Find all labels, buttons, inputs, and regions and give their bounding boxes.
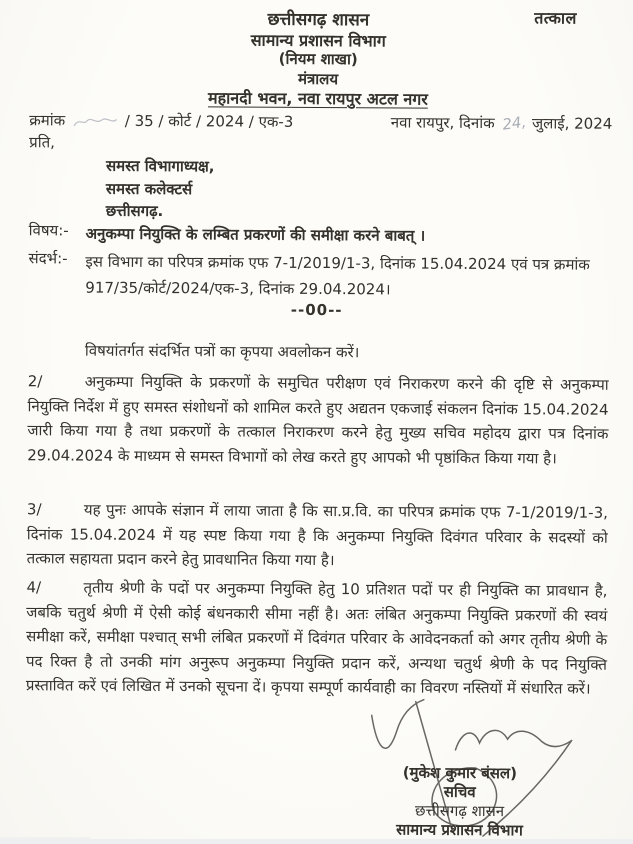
paragraph-text: तृतीय श्रेणी के पदों पर अनुकम्पा नियुक्ति हेतु 10 प्रतिशत पदों पर ही नियुक्ति का प्रावधान है, जबकि चतुर्थ श्रेणी में ऐसी कोई बंधनकारी सीमा नहीं है। अतः लंबित अनुकम्पा नियुक्ति प्रकरणों की स्वयं समीक्षा करें, समीक्षा पश्चात् सभी लंबित प्रकरणों में दिवंगत परिवार के आवेदनकर्ता को अगर तृतीय श्रेणी के पद रिक्त है तो उनकी मांग अनुरूप अनुकम्पा नियुक्ति प्रदान करें, अन्यथा चतुर्थ श्रेणी के पद नियुक्ति प्रस्तावित करें एवं लिखित में उनको सूचना दें। कृपया सम्पूर्ण कार्यवाही का विवरण नस्तियों में संधारित करें। [25,578,608,699]
handwritten-serial-mark [72,114,118,128]
ministry-name: मंत्रालय [298,69,339,88]
signature-block [337,763,582,840]
intro-paragraph: विषयांतर्गत संदर्भित पत्रों का कृपया अवलोकन करें। [84,341,360,362]
handwritten-day: 24, [501,112,528,134]
letterhead [1,9,633,110]
scan-edge-artifact [0,839,633,844]
paragraph-number: 2/ [27,372,43,391]
reference-row [28,248,611,304]
paragraph-text: यह पुनः आपके संज्ञान में लाया जाता है कि सा.प्र.वि. का परिपत्र क्रमांक एफ 7-1/2019/1-3, दिनांक 15.04.2024 में यह स्पष्ट किया गया है कि अनुकम्पा नियुक्ति दिवंगत परिवार के सदस्यों को तत्काल सहायता प्रदान करने हेतु प्रावधानित किया गया है। [26,500,608,570]
branch-name: (नियम शाखा) [278,49,358,69]
body-paragraph-4 [26,575,608,702]
reference-text: इस विभाग का परिपत्र क्रमांक एफ 7-1/2019/1-3, दिनांक 15.04.2024 एवं पत्र क्रमांक 917/35/कोर्ट/2024/एक-3, दिनांक 29.04.2024। [85,252,590,299]
paragraph-number: 3/ [26,500,42,519]
subject-text: अनुकम्पा नियुक्ति के लम्बित प्रकरणों की समीक्षा करने बाबत् । [85,224,426,245]
addressee-line: छत्तीसगढ़. [105,201,164,221]
addressee-line: समस्त विभागाध्यक्ष, [105,156,215,176]
addressee-salutation: प्रति, [29,133,55,152]
signatory-org: छत्तीसगढ़ शासन [414,801,505,821]
reference-label: संदर्भ:- [28,249,68,268]
address-line: महानदी भवन, नवा रायपुर अटल नगर [208,88,428,109]
urgency-label: तत्काल [534,8,578,28]
subject-row [29,220,612,250]
body-paragraph-3 [27,497,608,574]
subject-label: विषय:- [28,221,69,240]
addressee-block [106,155,215,223]
signatory-name: (मुकेश कुमार बंसल) [402,763,518,783]
reference-number-line [29,110,612,134]
paragraph-number: 4/ [26,578,42,597]
section-divider: --00-- [290,300,343,320]
department-name: सामान्य प्रशासन विभाग [250,30,386,50]
signatory-designation: सचिव [443,782,476,801]
paragraph-text: अनुकम्पा नियुक्ति के प्रकरणों के समुचित परीक्षण एवं निराकरण करने की दृष्टि से अनुकम्पा नियुक्ति निर्देश में हुए समस्त संशोधनों को शामिल करते हुए अद्यतन एकजाई संकलन दिनांक 15.04.2024 जारी किया गया है तथा प्रकरणों के तत्काल निराकरण करने हेतु मुख्य सचिव महोदय द्वारा पत्र दिनांक 29.04.2024 के माध्यम से समस्त विभागों को लेख करते हुए आपको भी पृष्ठांकित किया गया है। [27,372,609,468]
serial-number: क्रमांक / 35 / कोर्ट / 2024 / एक-3 [29,111,294,131]
scan-edge-artifact [0,837,90,839]
place-date: नवा रायपुर, दिनांक 24, जुलाई, 2024 [390,112,613,134]
addressee-line: समस्त कलेक्टर्स [105,179,193,198]
signatory-department: सामान्य प्रशासन विभाग [396,820,523,840]
org-name: छत्तीसगढ़ शासन [267,9,370,31]
body-paragraph-2 [27,369,609,471]
